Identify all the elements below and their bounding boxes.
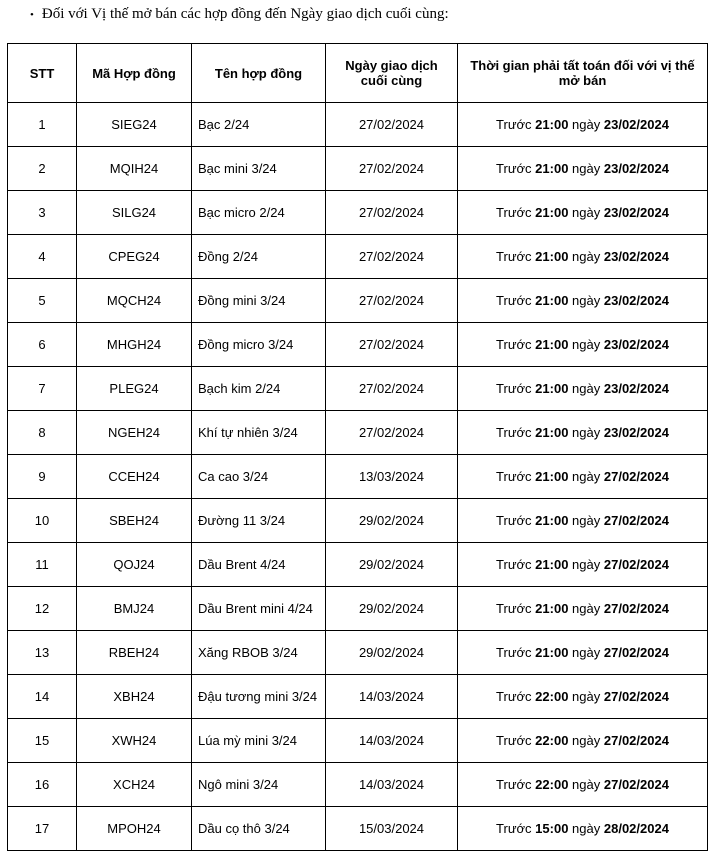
deadline-time: 22:00 [535,733,569,748]
cell-stt: 17 [8,807,77,851]
cell-stt: 15 [8,719,77,763]
cell-contract-name: Bạc mini 3/24 [192,147,326,191]
cell-contract-name: Xăng RBOB 3/24 [192,631,326,675]
deadline-date: 27/02/2024 [603,557,669,572]
cell-contract-name: Ngô mini 3/24 [192,763,326,807]
cell-stt: 7 [8,367,77,411]
deadline-day-word: ngày [572,161,601,176]
cell-stt: 1 [8,103,77,147]
deadline-time: 22:00 [535,777,569,792]
cell-last-trading-day: 29/02/2024 [326,631,458,675]
cell-contract-code: MQCH24 [77,279,192,323]
deadline-date: 23/02/2024 [603,337,669,352]
cell-stt: 11 [8,543,77,587]
cell-contract-code: SBEH24 [77,499,192,543]
deadline-before: Trước [496,645,532,660]
deadline-date: 27/02/2024 [603,469,669,484]
deadline-before: Trước [496,513,532,528]
deadline-before: Trước [496,293,532,308]
deadline-day-word: ngày [572,777,601,792]
cell-contract-name: Bạch kim 2/24 [192,367,326,411]
cell-stt: 16 [8,763,77,807]
deadline-before: Trước [496,689,532,704]
cell-contract-code: NGEH24 [77,411,192,455]
deadline-date: 27/02/2024 [603,645,669,660]
cell-contract-name: Đậu tương mini 3/24 [192,675,326,719]
cell-settlement-deadline [458,587,708,631]
cell-last-trading-day: 27/02/2024 [326,147,458,191]
deadline-day-word: ngày [572,513,601,528]
cell-settlement-deadline [458,279,708,323]
cell-contract-code: MQIH24 [77,147,192,191]
cell-settlement-deadline [458,631,708,675]
cell-stt: 12 [8,587,77,631]
cell-last-trading-day: 27/02/2024 [326,191,458,235]
cell-contract-code: BMJ24 [77,587,192,631]
cell-contract-code: QOJ24 [77,543,192,587]
header-stt: STT [8,44,77,103]
deadline-date: 23/02/2024 [603,205,669,220]
deadline-date: 27/02/2024 [603,513,669,528]
deadline-date: 23/02/2024 [603,249,669,264]
cell-settlement-deadline [458,235,708,279]
table-row [8,103,708,147]
cell-settlement-deadline [458,191,708,235]
cell-last-trading-day: 27/02/2024 [326,103,458,147]
intro-line [30,6,449,23]
deadline-date: 27/02/2024 [603,689,669,704]
deadline-day-word: ngày [572,733,601,748]
deadline-before: Trước [496,117,532,132]
deadline-before: Trước [496,777,532,792]
cell-last-trading-day: 29/02/2024 [326,499,458,543]
cell-settlement-deadline [458,455,708,499]
table-row [8,499,708,543]
cell-last-trading-day: 13/03/2024 [326,455,458,499]
deadline-date: 23/02/2024 [603,381,669,396]
table-row [8,631,708,675]
bullet-icon: • [30,8,34,21]
cell-stt: 8 [8,411,77,455]
table-row [8,807,708,851]
deadline-before: Trước [496,381,532,396]
cell-contract-name: Đồng mini 3/24 [192,279,326,323]
contracts-table [7,43,708,851]
deadline-before: Trước [496,425,532,440]
cell-settlement-deadline [458,719,708,763]
deadline-time: 21:00 [535,425,569,440]
cell-settlement-deadline [458,763,708,807]
cell-stt: 3 [8,191,77,235]
cell-contract-code: MPOH24 [77,807,192,851]
header-settlement-deadline: Thời gian phải tất toán đối với vị thế mở bán [458,44,708,103]
cell-last-trading-day: 27/02/2024 [326,279,458,323]
deadline-date: 28/02/2024 [603,821,669,836]
table-row [8,719,708,763]
cell-stt: 6 [8,323,77,367]
table-row [8,543,708,587]
cell-stt: 14 [8,675,77,719]
table-header-row [8,44,708,103]
deadline-before: Trước [496,469,532,484]
cell-contract-code: SILG24 [77,191,192,235]
deadline-before: Trước [496,205,532,220]
deadline-date: 27/02/2024 [603,777,669,792]
cell-contract-code: CPEG24 [77,235,192,279]
deadline-time: 21:00 [535,557,569,572]
cell-contract-code: XBH24 [77,675,192,719]
cell-last-trading-day: 27/02/2024 [326,411,458,455]
cell-contract-code: RBEH24 [77,631,192,675]
deadline-date: 23/02/2024 [603,425,669,440]
deadline-before: Trước [496,733,532,748]
deadline-time: 21:00 [535,381,569,396]
cell-settlement-deadline [458,411,708,455]
cell-last-trading-day: 29/02/2024 [326,543,458,587]
table-row [8,147,708,191]
deadline-before: Trước [496,821,532,836]
deadline-time: 21:00 [535,601,569,616]
deadline-time: 21:00 [535,337,569,352]
header-contract-code: Mã Hợp đồng [77,44,192,103]
cell-last-trading-day: 15/03/2024 [326,807,458,851]
cell-last-trading-day: 27/02/2024 [326,367,458,411]
cell-settlement-deadline [458,675,708,719]
cell-last-trading-day: 29/02/2024 [326,587,458,631]
cell-contract-name: Đường 11 3/24 [192,499,326,543]
deadline-day-word: ngày [572,425,601,440]
deadline-before: Trước [496,601,532,616]
deadline-time: 15:00 [535,821,569,836]
cell-stt: 9 [8,455,77,499]
deadline-date: 27/02/2024 [603,733,669,748]
cell-contract-code: MHGH24 [77,323,192,367]
table-row [8,411,708,455]
deadline-time: 21:00 [535,117,569,132]
cell-contract-code: XCH24 [77,763,192,807]
deadline-day-word: ngày [572,821,601,836]
cell-contract-name: Khí tự nhiên 3/24 [192,411,326,455]
deadline-time: 21:00 [535,645,569,660]
cell-contract-name: Dầu Brent mini 4/24 [192,587,326,631]
cell-stt: 4 [8,235,77,279]
cell-contract-name: Ca cao 3/24 [192,455,326,499]
table-row [8,455,708,499]
cell-last-trading-day: 14/03/2024 [326,675,458,719]
deadline-day-word: ngày [572,469,601,484]
deadline-time: 21:00 [535,205,569,220]
deadline-before: Trước [496,337,532,352]
deadline-time: 21:00 [535,469,569,484]
cell-settlement-deadline [458,323,708,367]
intro-text: Đối với Vị thế mở bán các hợp đồng đến Ngày giao dịch cuối cùng: [41,6,449,22]
cell-stt: 2 [8,147,77,191]
deadline-day-word: ngày [572,205,601,220]
deadline-day-word: ngày [572,293,601,308]
cell-last-trading-day: 14/03/2024 [326,763,458,807]
deadline-before: Trước [496,557,532,572]
cell-settlement-deadline [458,499,708,543]
deadline-date: 23/02/2024 [603,293,669,308]
table-row [8,191,708,235]
cell-contract-name: Dầu cọ thô 3/24 [192,807,326,851]
deadline-time: 21:00 [535,161,569,176]
cell-contract-name: Đồng micro 3/24 [192,323,326,367]
deadline-time: 22:00 [535,689,569,704]
header-last-trading-day: Ngày giao dịch cuối cùng [326,44,458,103]
cell-stt: 10 [8,499,77,543]
table-row [8,279,708,323]
cell-settlement-deadline [458,147,708,191]
table-row [8,763,708,807]
deadline-time: 21:00 [535,293,569,308]
table-row [8,323,708,367]
header-contract-name: Tên hợp đồng [192,44,326,103]
deadline-time: 21:00 [535,513,569,528]
deadline-day-word: ngày [572,601,601,616]
cell-last-trading-day: 27/02/2024 [326,323,458,367]
deadline-date: 23/02/2024 [603,117,669,132]
deadline-day-word: ngày [572,557,601,572]
deadline-day-word: ngày [572,645,601,660]
cell-contract-name: Bạc 2/24 [192,103,326,147]
cell-settlement-deadline [458,543,708,587]
cell-stt: 5 [8,279,77,323]
deadline-day-word: ngày [572,337,601,352]
table-row [8,587,708,631]
cell-stt: 13 [8,631,77,675]
cell-settlement-deadline [458,103,708,147]
deadline-before: Trước [496,161,532,176]
cell-contract-code: SIEG24 [77,103,192,147]
deadline-date: 23/02/2024 [603,161,669,176]
cell-contract-name: Đồng 2/24 [192,235,326,279]
cell-last-trading-day: 14/03/2024 [326,719,458,763]
cell-settlement-deadline [458,807,708,851]
cell-contract-name: Lúa mỳ mini 3/24 [192,719,326,763]
deadline-day-word: ngày [572,381,601,396]
cell-contract-code: PLEG24 [77,367,192,411]
cell-contract-code: CCEH24 [77,455,192,499]
deadline-before: Trước [496,249,532,264]
table-row [8,235,708,279]
cell-contract-name: Dầu Brent 4/24 [192,543,326,587]
table-row [8,367,708,411]
deadline-day-word: ngày [572,249,601,264]
deadline-day-word: ngày [572,117,601,132]
deadline-date: 27/02/2024 [603,601,669,616]
table-row [8,675,708,719]
cell-settlement-deadline [458,367,708,411]
deadline-day-word: ngày [572,689,601,704]
cell-last-trading-day: 27/02/2024 [326,235,458,279]
deadline-time: 21:00 [535,249,569,264]
cell-contract-code: XWH24 [77,719,192,763]
cell-contract-name: Bạc micro 2/24 [192,191,326,235]
